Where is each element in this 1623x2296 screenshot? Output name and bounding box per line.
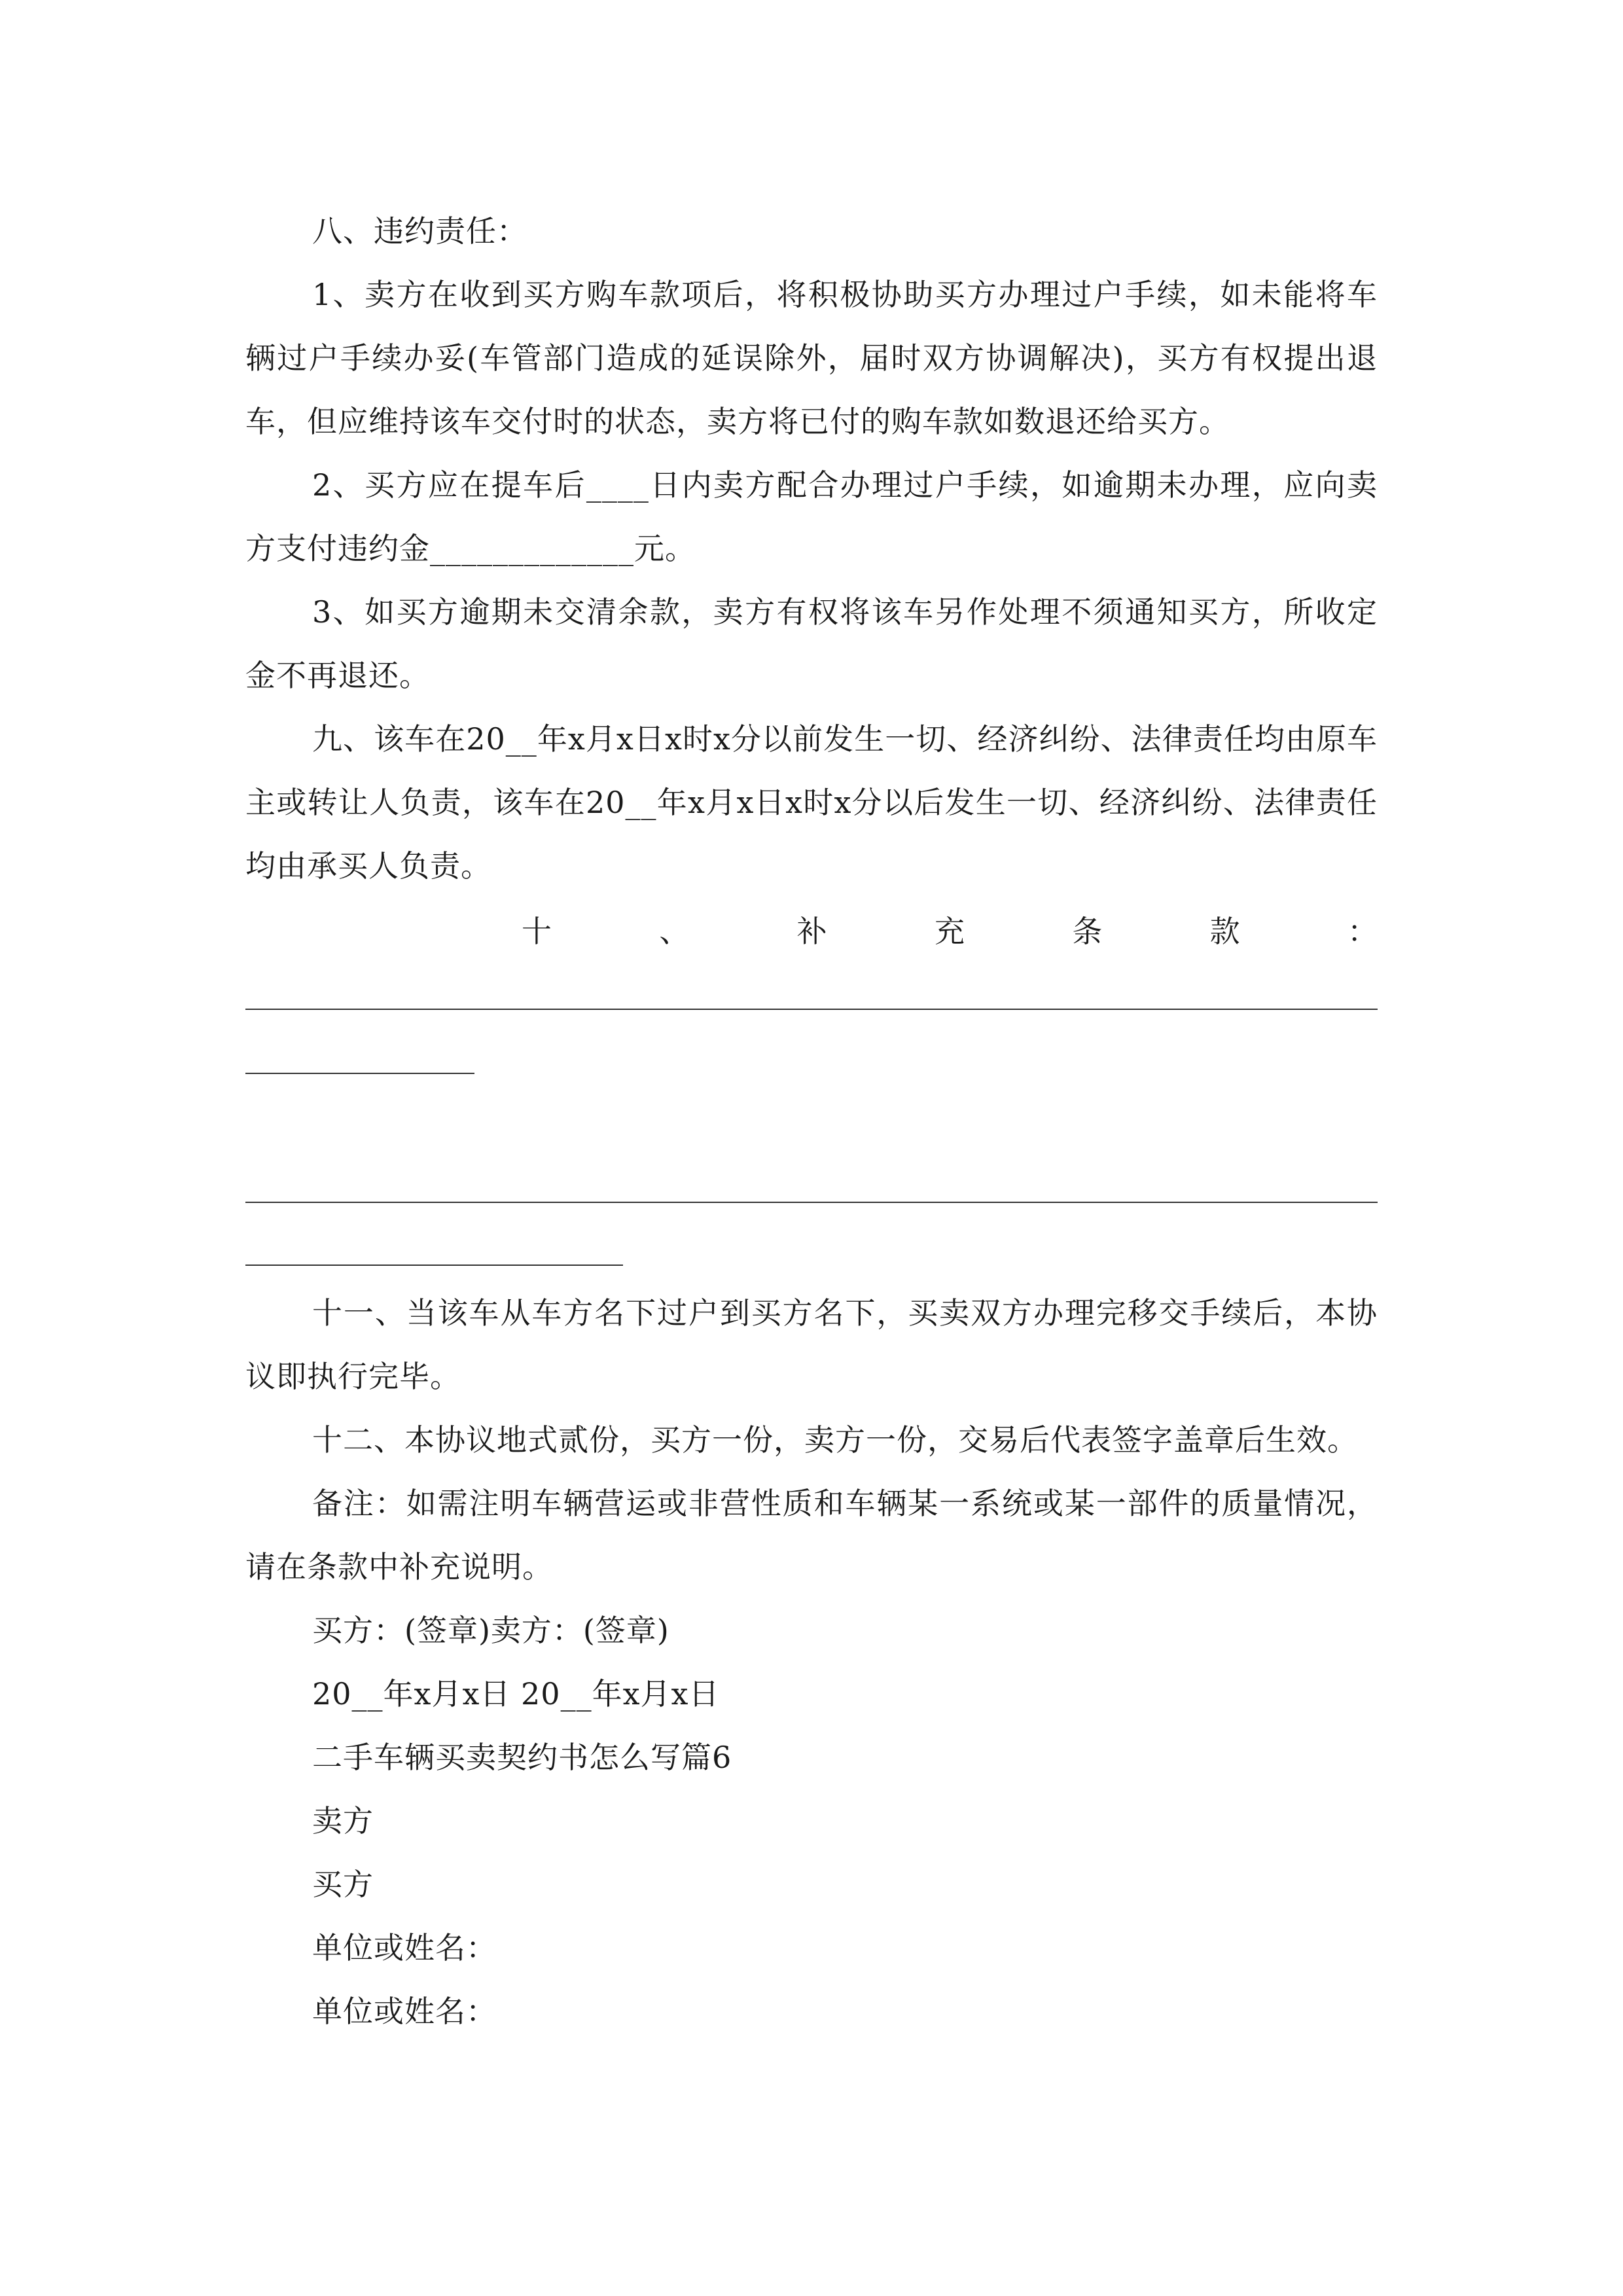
article12-paragraph: 十二、本协议地式贰份，买方一份，卖方一份，交易后代表签字盖章后生效。	[312, 1422, 1358, 1458]
article10-char: ：	[1347, 914, 1378, 949]
article10-heading	[312, 900, 1378, 963]
blank-line	[245, 1009, 1378, 1010]
blank-line	[245, 1073, 474, 1074]
party-seller-label: 卖方	[312, 1803, 374, 1839]
unit-name-field-1: 单位或姓名：	[312, 1930, 497, 1965]
article10-char: 充	[934, 914, 965, 949]
blank-line	[245, 1202, 1378, 1203]
article9-paragraph: 九、该车在20__年x月x日x时x分以前发生一切、经济纠纷、法律责任均由原车主或转让人负责，该车在20__年x月x日x时x分以后发生一切、经济纠纷、法律责任均由承买人负责。	[245, 721, 1378, 884]
article10-char: 、	[659, 914, 690, 949]
next-section-title: 二手车辆买卖契约书怎么写篇6	[312, 1740, 732, 1775]
article8-item1: 1、卖方在收到买方购车款项后，将积极协助买方办理过户手续，如未能将车辆过户手续办妥(车管部门造成的延误除外，届时双方协调解决)，买方有权提出退车，但应维持该车交付时的状态，卖方将已付的购车款如数退还给买方。	[245, 277, 1378, 439]
party-buyer-label: 买方	[312, 1867, 374, 1902]
article8-item2: 2、买方应在提车后____日内卖方配合办理过户手续，如逾期未办理，应向卖方支付违约金_____________元。	[245, 467, 1378, 566]
remark-paragraph: 备注：如需注明车辆营运或非营性质和车辆某一系统或某一部件的质量情况，请在条款中补充说明。	[245, 1486, 1378, 1585]
article10-char: 款	[1209, 914, 1240, 949]
article10-char: 条	[1072, 914, 1103, 949]
signature-line: 买方：(签章)卖方：(签章)	[312, 1613, 669, 1648]
article11-paragraph: 十一、当该车从车方名下过户到买方名下，买卖双方办理完移交手续后，本协议即执行完毕。	[245, 1295, 1378, 1394]
unit-name-field-2: 单位或姓名：	[312, 1994, 497, 2029]
article8-heading: 八、违约责任：	[312, 213, 527, 249]
article10-char: 十	[522, 914, 552, 949]
date-line: 20__年x月x日 20__年x月x日	[312, 1676, 720, 1712]
article10-char: 补	[796, 914, 827, 949]
article8-item3: 3、如买方逾期未交清余款，卖方有权将该车另作处理不须通知买方，所收定金不再退还。	[245, 594, 1378, 693]
blank-line	[245, 1265, 623, 1266]
